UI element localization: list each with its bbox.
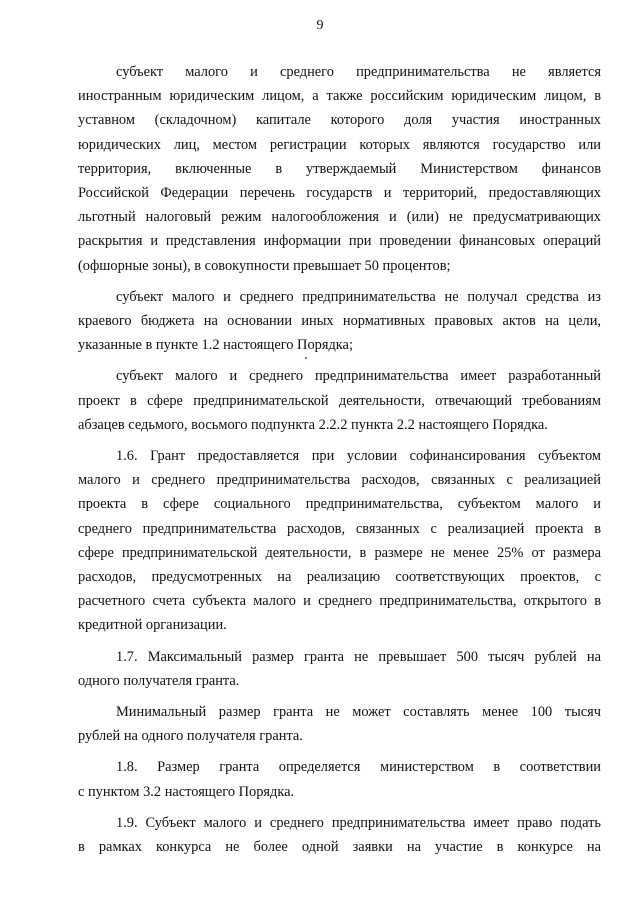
paragraph xyxy=(78,364,601,437)
text-line: 1.6. Грант предоставляется при условии софинансирования субъектом xyxy=(116,448,601,465)
text-line: кредитной организации. xyxy=(78,617,227,634)
text-line: расчетного счета субъекта малого и среднего предпринимательства, открытого в xyxy=(78,593,601,610)
paragraph-gap xyxy=(78,693,601,700)
paragraph xyxy=(78,645,601,693)
text-line: Российской Федерации перечень государств и территорий, предоставляющих xyxy=(78,185,601,202)
text-line: сфере предпринимательской деятельности, в размере не менее 25% от размера xyxy=(78,544,601,561)
paragraph-gap xyxy=(78,278,601,285)
paragraph xyxy=(78,700,601,748)
text-line: субъект малого и среднего предпринимательства имеет разработанный xyxy=(116,368,601,385)
paragraph-gap xyxy=(78,804,601,811)
text-line: иностранным юридическим лицом, а также российским юридическим лицом, в xyxy=(78,88,601,105)
text-line: проект в сфере предпринимательской деятельности, отвечающий требованиям xyxy=(78,392,601,409)
text-line: льготный налоговый режим налогообложения и (или) не предусматривающих xyxy=(78,209,601,226)
text-line: раскрытия и представления информации при проведении финансовых операций xyxy=(78,233,601,250)
paragraph xyxy=(78,755,601,803)
text-line: юридических лиц, местом регистрации которых являются государство или xyxy=(78,136,601,153)
text-line: среднего предпринимательства расходов, связанных с реализацией проекта в xyxy=(78,520,601,537)
text-line: субъект малого и среднего предпринимательства не является xyxy=(116,64,601,80)
text-line: в рамках конкурса не более одной заявки на участие в конкурсе на xyxy=(78,839,601,856)
text-line: субъект малого и среднего предпринимательства не получал средства из xyxy=(116,288,601,305)
text-line: малого и среднего предпринимательства расходов, связанных с реализацией xyxy=(78,472,601,489)
text-line: (офшорные зоны), в совокупности превышает 50 процентов; xyxy=(78,257,451,274)
text-line: территория, включенные в утверждаемый Министерством финансов xyxy=(78,160,601,177)
paragraph xyxy=(78,285,601,358)
text-line: 1.7. Максимальный размер гранта не превышает 500 тысяч рублей на xyxy=(116,648,601,665)
text-line: 1.9. Субъект малого и среднего предпринимательства имеет право подать xyxy=(116,814,601,831)
text-line: краевого бюджета на основании иных нормативных правовых актов на цели, xyxy=(78,313,601,330)
paragraph xyxy=(78,60,601,278)
text-line: расходов, предусмотренных на реализацию соответствующих проектов, с xyxy=(78,569,601,586)
paragraph xyxy=(78,811,601,859)
text-line: абзацев седьмого, восьмого подпункта 2.2.2 пункта 2.2 настоящего Порядка. xyxy=(78,416,548,433)
text-line: 1.8. Размер гранта определяется министерством в соответствии xyxy=(116,759,601,776)
document-body xyxy=(78,60,601,859)
paragraph-gap xyxy=(78,748,601,755)
text-line: одного получателя гранта. xyxy=(78,672,240,689)
paragraph-gap xyxy=(78,357,601,364)
text-line: уставном (складочном) капитале которого доля участия иностранных xyxy=(78,112,601,129)
page-number: 9 xyxy=(316,18,324,33)
paragraph-gap xyxy=(78,437,601,444)
text-line: указанные в пункте 1.2 настоящего Порядка; xyxy=(78,337,353,354)
text-line: Минимальный размер гранта не может составлять менее 100 тысяч xyxy=(116,704,601,721)
text-line: с пунктом 3.2 настоящего Порядка. xyxy=(78,783,295,800)
text-line: рублей на одного получателя гранта. xyxy=(78,728,303,745)
paragraph-gap xyxy=(78,638,601,645)
paragraph xyxy=(78,444,601,638)
text-line: проекта в сфере социального предпринимательства, субъектом малого и xyxy=(78,496,601,513)
